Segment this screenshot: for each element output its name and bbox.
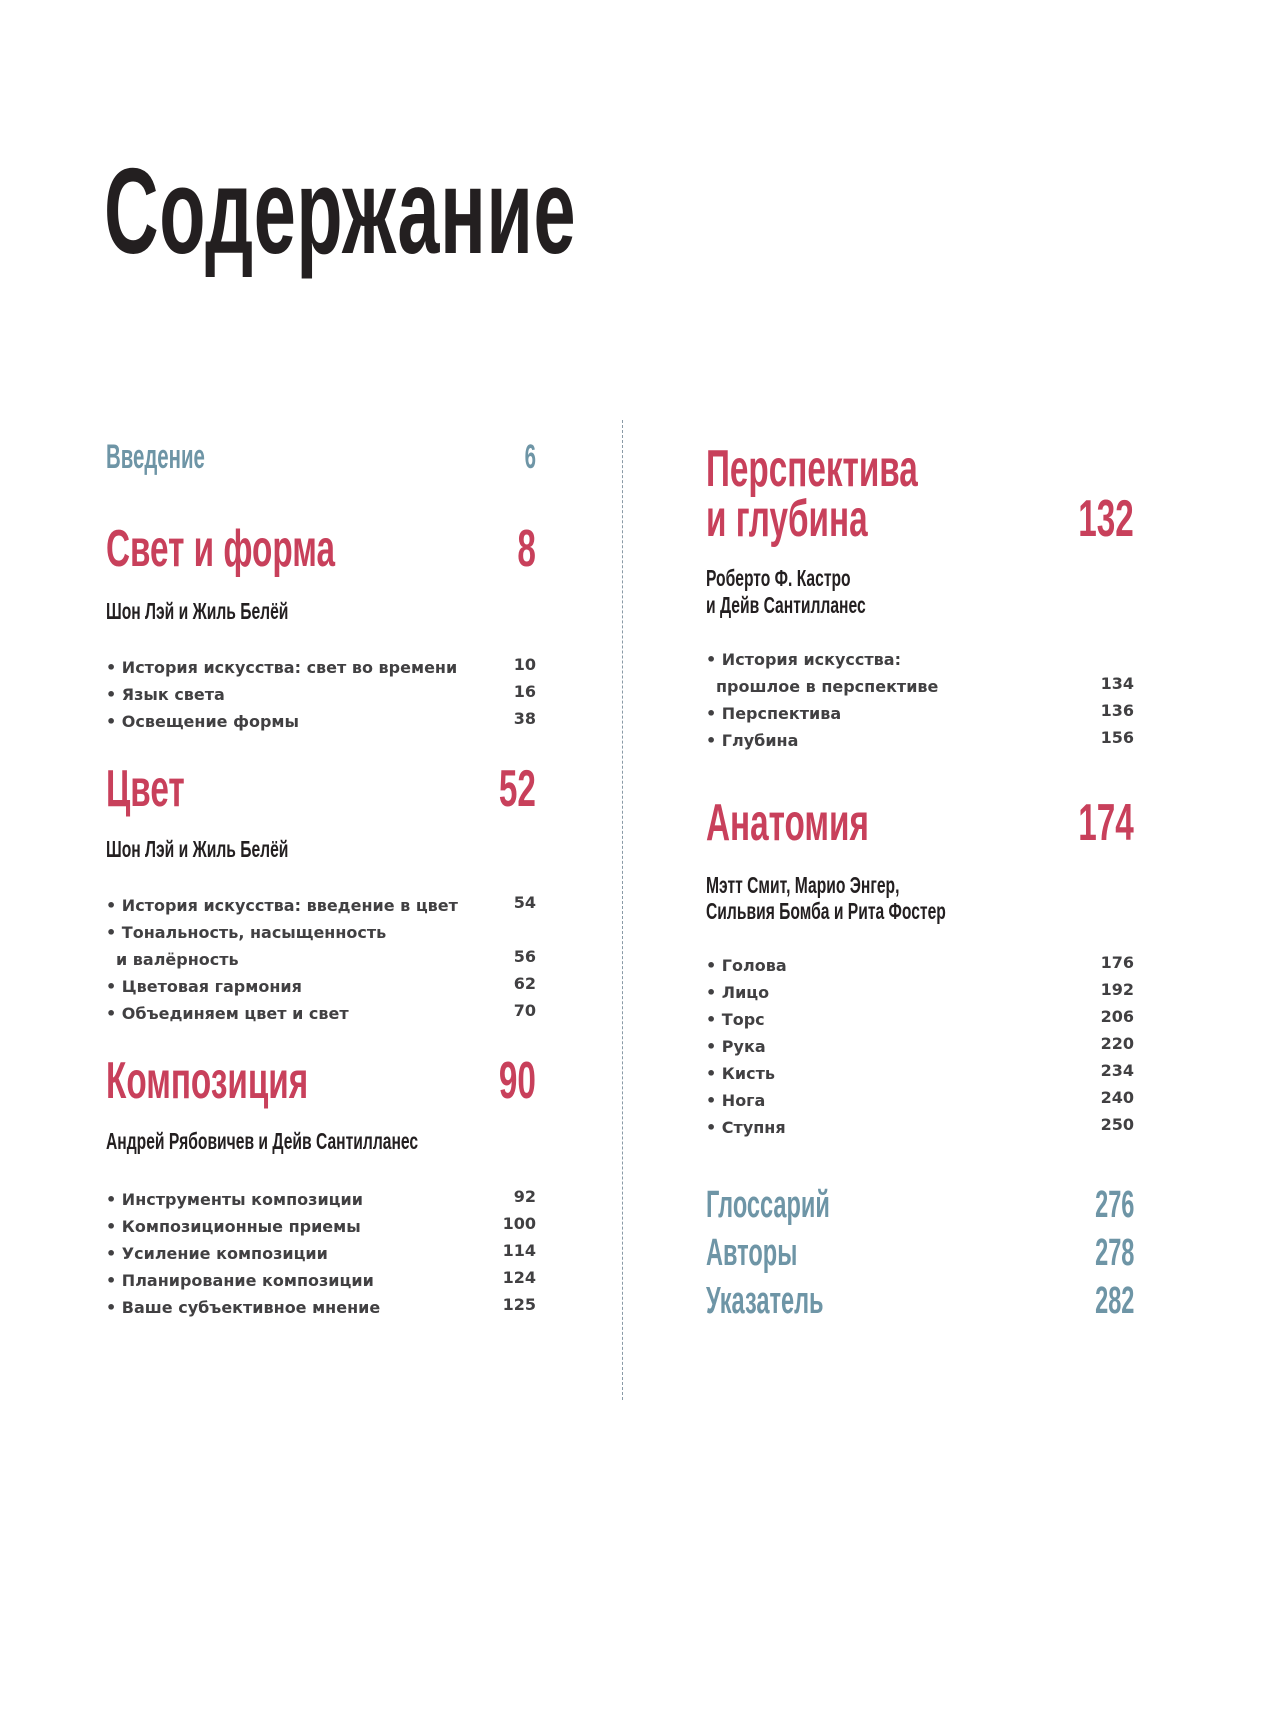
toc-item[interactable] [106,923,536,950]
toc-item[interactable] [106,655,536,685]
toc-item[interactable] [706,674,1134,704]
toc-item-page: 38 [513,709,536,728]
section-items [106,655,536,739]
toc-item-label: • Язык света [106,685,225,704]
toc-item[interactable] [106,1214,536,1244]
toc-item-label: • Освещение формы [106,712,299,731]
toc-item-page: 206 [1100,1007,1134,1026]
back-matter-title: Авторы [706,1232,798,1274]
toc-item-label: • Объединяем цвет и свет [106,1004,349,1023]
toc-item-label: • Глубина [706,731,799,750]
section-authors-line-2: и Дейв Сантилланес [706,592,866,618]
section-page: 90 [498,1052,536,1110]
toc-item[interactable] [106,893,536,923]
toc-entry-glossary[interactable] [706,1186,1134,1232]
back-matter-page: 282 [1094,1280,1134,1322]
toc-item-label: • Ваше субъективное мнение [106,1298,381,1317]
section-authors-line-2: Сильвия Бомба и Рита Фостер [706,898,946,924]
toc-item-label: • Тональность, насыщенность [106,923,387,942]
toc-item[interactable] [106,1187,536,1217]
section-title-line-1: Перспектива [706,440,918,498]
toc-item-label: • История искусства: [706,650,901,669]
toc-item-label: • Лицо [706,983,770,1002]
toc-item-label: • Композиционные приемы [106,1217,361,1236]
toc-section-composition[interactable] [106,1054,536,1114]
toc-item-page: 125 [502,1295,536,1314]
toc-section-light-form[interactable] [106,522,536,582]
toc-item-label: • Ступня [706,1118,786,1137]
toc-item[interactable] [706,1034,1134,1064]
toc-item-label: • Планирование композиции [106,1271,374,1290]
toc-entry-authors[interactable] [706,1234,1134,1280]
toc-entry-page: 6 [524,438,536,476]
section-title: Цвет [106,760,185,818]
toc-item[interactable] [106,1268,536,1298]
toc-item[interactable] [106,1241,536,1271]
toc-item-label: • Голова [706,956,787,975]
toc-item-page: 134 [1100,674,1134,693]
toc-item[interactable] [706,1061,1134,1091]
toc-section-color[interactable] [106,762,536,822]
toc-item-page: 192 [1100,980,1134,999]
toc-item-page: 176 [1100,953,1134,972]
toc-item-page: 124 [502,1268,536,1287]
section-page: 52 [498,760,536,818]
toc-item[interactable] [706,650,1134,677]
toc-item-page: 62 [513,974,536,993]
section-items [706,953,1134,1145]
toc-item-label: прошлое в перспективе [716,677,939,696]
page-title: Содержание [104,143,577,279]
toc-item-label: • Цветовая гармония [106,977,302,996]
toc-item-label: • Перспектива [706,704,842,723]
toc-item-label: и валёрность [116,950,239,969]
section-authors-line-1: Мэтт Смит, Марио Энгер, [706,872,900,898]
back-matter-page: 278 [1094,1232,1134,1274]
section-title: Анатомия [706,794,869,852]
section-page: 8 [517,520,536,578]
back-matter-page: 276 [1094,1184,1134,1226]
toc-section-anatomy[interactable] [706,796,1134,856]
section-authors: Шон Лэй и Жиль Белёй [106,598,289,624]
column-divider [622,420,623,1400]
section-title-line-2: и глубина [706,490,868,548]
toc-item-label: • История искусства: введение в цвет [106,896,458,915]
toc-entry-title: Введение [106,438,205,476]
toc-item-page: 220 [1100,1034,1134,1053]
toc-item[interactable] [106,974,536,1004]
toc-item-page: 56 [513,947,536,966]
toc-item[interactable] [106,1295,536,1325]
toc-item-page: 136 [1100,701,1134,720]
toc-item-page: 114 [502,1241,536,1260]
toc-item-label: • Торс [706,1010,765,1029]
toc-item[interactable] [706,728,1134,758]
toc-item-label: • Кисть [706,1064,775,1083]
toc-item-label: • Инструменты композиции [106,1190,363,1209]
toc-item[interactable] [706,1115,1134,1145]
toc-item[interactable] [106,947,536,977]
toc-item-page: 70 [513,1001,536,1020]
toc-item[interactable] [706,953,1134,983]
toc-item[interactable] [706,1088,1134,1118]
section-page: 132 [1078,490,1134,548]
section-authors: Шон Лэй и Жиль Белёй [106,836,289,862]
toc-item-page: 54 [513,893,536,912]
section-authors: Андрей Рябовичев и Дейв Сантилланес [106,1128,419,1154]
toc-item-page: 250 [1100,1115,1134,1134]
section-page: 174 [1078,794,1134,852]
toc-entry-index[interactable] [706,1282,1134,1328]
toc-item-page: 10 [513,655,536,674]
toc-item-page: 100 [502,1214,536,1233]
toc-item[interactable] [706,980,1134,1010]
section-title: Композиция [106,1052,309,1110]
toc-item[interactable] [706,701,1134,731]
section-authors-line-1: Роберто Ф. Кастро [706,565,851,591]
toc-item-page: 234 [1100,1061,1134,1080]
section-items [706,650,1134,758]
toc-item-page: 240 [1100,1088,1134,1107]
toc-item[interactable] [106,709,536,739]
toc-item[interactable] [106,682,536,712]
back-matter-title: Указатель [706,1280,824,1322]
section-title: Свет и форма [106,520,335,578]
section-items [106,893,536,1031]
section-items [106,1187,536,1325]
toc-item[interactable] [106,1001,536,1031]
toc-item[interactable] [706,1007,1134,1037]
toc-item-label: • История искусства: свет во времени [106,658,458,677]
toc-item-page: 156 [1100,728,1134,747]
toc-entry-intro[interactable] [106,440,536,500]
toc-section-perspective[interactable] [706,442,1134,552]
toc-item-label: • Рука [706,1037,766,1056]
toc-item-label: • Нога [706,1091,766,1110]
toc-item-label: • Усиление композиции [106,1244,328,1263]
toc-item-page: 92 [513,1187,536,1206]
back-matter-title: Глоссарий [706,1184,830,1226]
toc-item-page: 16 [513,682,536,701]
